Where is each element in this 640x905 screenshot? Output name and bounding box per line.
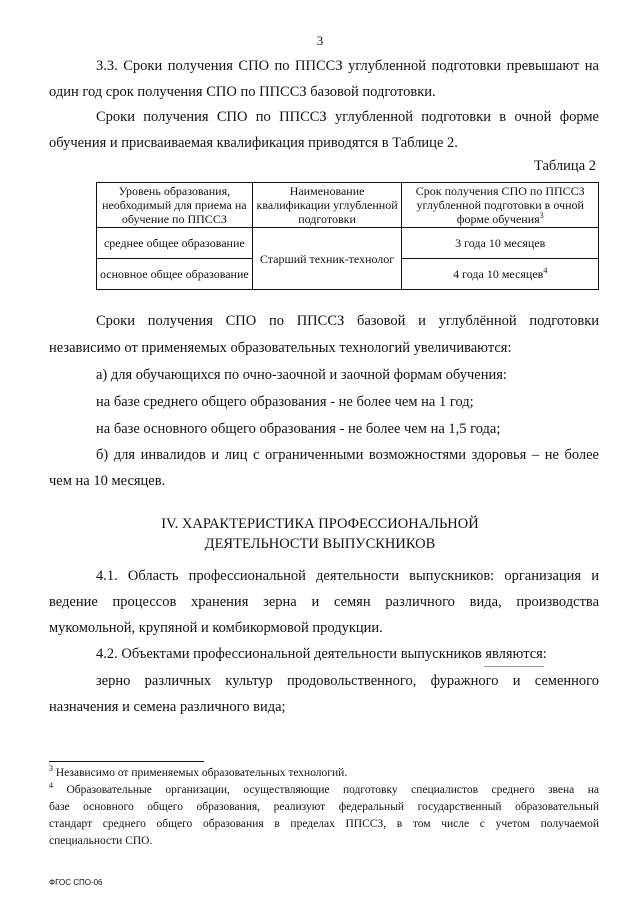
table-header-cell: Наименование квалификации углубленной подготовки [252, 183, 402, 228]
qualification-table [96, 182, 599, 290]
paragraph-increase-line-1: Сроки получения СПО по ППССЗ базовой и углублённой подготовки [96, 313, 599, 329]
table-caption: Таблица 2 [533, 158, 596, 174]
footnote-4-line-3: стандарт среднего общего образования в пределах ППССЗ, в том числе с учетом получаемой [49, 818, 599, 830]
footnote-4-line-4: специальности СПО. [49, 835, 153, 847]
footnote-3: $^3$ Независимо от применяемых образовательных технологий. [49, 764, 348, 779]
section-title-line-1: IV. ХАРАКТЕРИСТИКА ПРОФЕССИОНАЛЬНОЙ [161, 516, 479, 532]
paragraph-objects-line-1: зерно различных культур продовольственного, фуражного и семенного [96, 673, 599, 689]
paragraph-4-1-line-2: ведение процессов хранения зерна и семян различного вида, производства [49, 594, 599, 610]
table-header-cell: Срок получения СПО по ППССЗ углубленной подготовки в очной форме обучения$^3$ [402, 183, 599, 228]
paragraph-4-2: 4.2. Объектами профессиональной деятельности выпускников являются: [96, 646, 547, 662]
paragraph-item-a: а) для обучающихся по очно-заочной и заочной формам обучения: [96, 367, 507, 383]
table-row [97, 228, 599, 259]
paragraph-item-b-line-2: чем на 10 месяцев. [49, 473, 166, 489]
table-cell-level: основное общее образование [97, 259, 253, 290]
document-footer: ФГОС СПО-06 [49, 878, 103, 887]
paragraph-4-1-line-3: мукомольной, крупяной и комбикормовой продукции. [49, 620, 383, 636]
table-cell-term: 3 года 10 месяцев [402, 228, 599, 259]
footnote-4-line-2: базе основного общего образования, реализуют федеральный государственный образовательный [49, 801, 599, 813]
paragraph-secondary-base: на базе среднего общего образования - не более чем на 1 год; [96, 394, 474, 410]
table-cell-level: среднее общее образование [97, 228, 253, 259]
footnote-separator [49, 761, 204, 762]
page-number: 3 [316, 33, 324, 48]
footnote-4-line-1: $^4$ Образовательные организации, осуществляющие подготовку специалистов среднего звена на [49, 781, 599, 796]
paragraph-increase-line-2: независимо от применяемых образовательных технологий увеличиваются: [49, 340, 512, 356]
table-cell-qualification: Старший техник-технолог [252, 228, 402, 290]
table-header-row [97, 183, 599, 228]
paragraph-terms-line-2: обучения и присваиваемая квалификация приводятся в Таблице 2. [49, 135, 458, 151]
paragraph-3-3-line-2: один год срок получения СПО по ППССЗ базовой подготовки. [49, 84, 436, 100]
paragraph-objects-line-2: назначения и семена различного вида; [49, 699, 286, 715]
table-cell-term: 4 года 10 месяцев$^4$ [402, 259, 599, 290]
section-title-line-2: ДЕЯТЕЛЬНОСТИ ВЫПУСКНИКОВ [204, 536, 436, 552]
underline-mark [484, 666, 544, 667]
table-header-cell: Уровень образования, необходимый для приема на обучение по ППССЗ [97, 183, 253, 228]
paragraph-basic-base: на базе основного общего образования - не более чем на 1,5 года; [96, 421, 501, 437]
paragraph-terms-line-1: Сроки получения СПО по ППССЗ углубленной подготовки в очной форме [96, 109, 599, 125]
paragraph-item-b-line-1: б) для инвалидов и лиц с ограниченными возможностями здоровья – не более [96, 447, 599, 463]
paragraph-4-1-line-1: 4.1. Область профессиональной деятельности выпускников: организация и [96, 568, 599, 584]
paragraph-3-3-line-1: 3.3. Сроки получения СПО по ППССЗ углубленной подготовки превышают на [96, 58, 599, 74]
